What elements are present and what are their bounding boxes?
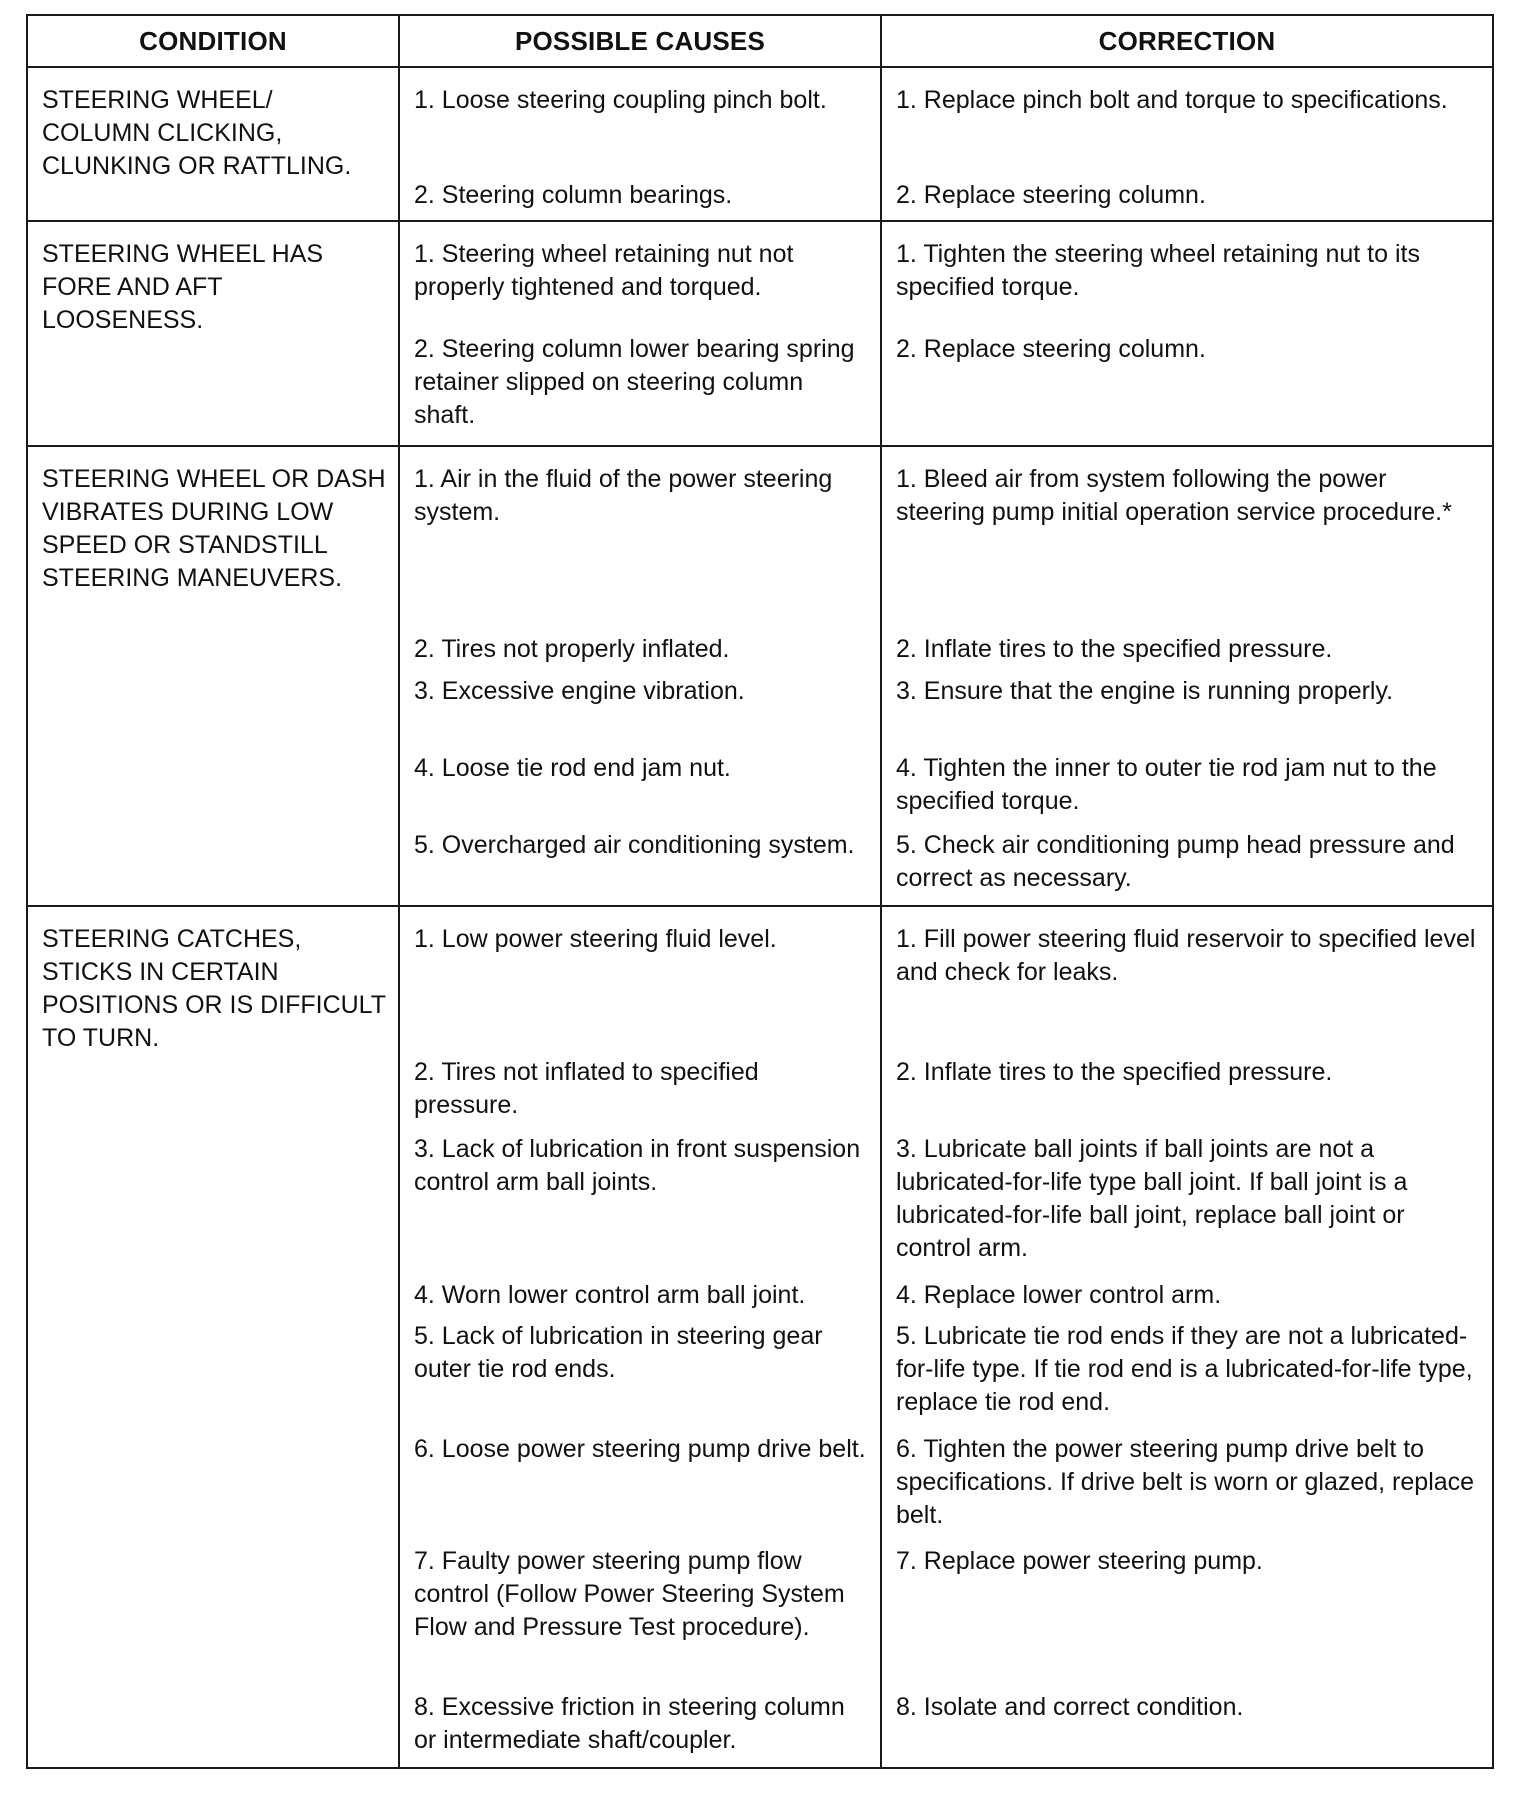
cause-cell — [399, 221, 881, 333]
cause-text: 2. Steering column lower bearing spring retainer slipped on steering column shaft. — [414, 335, 855, 430]
correction-cell — [881, 1056, 1493, 1133]
correction-cell — [881, 446, 1493, 633]
condition-cell — [27, 67, 399, 221]
correction-cell — [881, 179, 1493, 221]
cause-cell — [399, 675, 881, 752]
correction-text: 4. Replace lower control arm. — [896, 1280, 1222, 1309]
correction-text: 1. Fill power steering fluid reservoir to specified level and check for leaks. — [896, 924, 1476, 986]
cause-cell — [399, 446, 881, 633]
correction-text: 2. Inflate tires to the specified pressure. — [896, 1057, 1333, 1086]
correction-text: 4. Tighten the inner to outer tie rod jam nut to the specified torque. — [896, 753, 1437, 815]
cause-cell — [399, 1133, 881, 1279]
cause-cell — [399, 1691, 881, 1768]
header-row — [27, 15, 1493, 67]
table-row — [27, 221, 1493, 333]
cause-text: 4. Loose tie rod end jam nut. — [414, 753, 731, 782]
cause-cell — [399, 752, 881, 829]
table-row — [27, 906, 1493, 1056]
cause-cell — [399, 829, 881, 906]
cause-text: 3. Excessive engine vibration. — [414, 676, 745, 705]
cause-cell — [399, 1320, 881, 1432]
correction-text: 3. Ensure that the engine is running properly. — [896, 676, 1394, 705]
correction-text: 2. Replace steering column. — [896, 181, 1206, 210]
cause-text: 5. Lack of lubrication in steering gear outer tie rod ends. — [414, 1322, 823, 1384]
cause-cell — [399, 1279, 881, 1321]
correction-cell — [881, 906, 1493, 1056]
cause-cell — [399, 179, 881, 221]
diagnosis-table-body — [27, 67, 1493, 1768]
correction-text: 7. Replace power steering pump. — [896, 1547, 1263, 1576]
header-possible-causes: POSSIBLE CAUSES — [399, 15, 881, 67]
cause-text: 1. Loose steering coupling pinch bolt. — [414, 86, 827, 114]
correction-text: 1. Bleed air from system following the power steering pump initial operation service procedure.* — [896, 464, 1452, 526]
condition-text: STEERING WHEEL/ COLUMN CLICKING, CLUNKING OR RATTLING. — [42, 86, 352, 180]
cause-text: 1. Steering wheel retaining nut not properly tightened and torqued. — [414, 240, 794, 302]
condition-text: STEERING CATCHES, STICKS IN CERTAIN POSITIONS OR IS DIFFICULT TO TURN. — [42, 924, 386, 1052]
cause-cell — [399, 906, 881, 1056]
cause-cell — [399, 1433, 881, 1545]
correction-cell — [881, 221, 1493, 333]
correction-text: 1. Tighten the steering wheel retaining nut to its specified torque. — [896, 240, 1420, 302]
cause-cell — [399, 67, 881, 179]
cause-cell — [399, 1545, 881, 1691]
cause-text: 2. Tires not inflated to specified pressure. — [414, 1057, 759, 1119]
cause-cell — [399, 633, 881, 675]
correction-text: 1. Replace pinch bolt and torque to specifications. — [896, 86, 1448, 114]
correction-cell — [881, 67, 1493, 179]
correction-cell — [881, 675, 1493, 752]
cause-text: 5. Overcharged air conditioning system. — [414, 830, 855, 859]
condition-text: STEERING WHEEL OR DASH VIBRATES DURING LOW SPEED OR STANDSTILL STEERING MANEUVERS. — [42, 464, 386, 592]
cause-cell — [399, 333, 881, 445]
condition-cell — [27, 446, 399, 906]
correction-cell — [881, 1279, 1493, 1321]
condition-cell — [27, 906, 399, 1768]
correction-cell — [881, 1691, 1493, 1768]
correction-text: 2. Replace steering column. — [896, 335, 1206, 364]
condition-cell — [27, 221, 399, 446]
correction-cell — [881, 752, 1493, 829]
diagnosis-sheet — [26, 14, 1494, 1769]
correction-text: 2. Inflate tires to the specified pressure. — [896, 635, 1333, 664]
header-correction: CORRECTION — [881, 15, 1493, 67]
cause-text: 7. Faulty power steering pump flow control (Follow Power Steering System Flow and Pressure Test procedure). — [414, 1547, 845, 1642]
condition-text: STEERING WHEEL HAS FORE AND AFT LOOSENESS. — [42, 240, 324, 335]
cause-text: 2. Steering column bearings. — [414, 181, 733, 210]
correction-text: 5. Lubricate tie rod ends if they are not a lubricated-for-life type. If tie rod end is a lubricated-for-life type, replace tie rod end. — [896, 1322, 1473, 1417]
table-row — [27, 67, 1493, 179]
correction-cell — [881, 1545, 1493, 1691]
cause-text: 2. Tires not properly inflated. — [414, 635, 730, 664]
cause-text: 8. Excessive friction in steering column or intermediate shaft/coupler. — [414, 1692, 845, 1754]
cause-text: 1. Low power steering fluid level. — [414, 924, 777, 953]
correction-cell — [881, 633, 1493, 675]
correction-cell — [881, 1433, 1493, 1545]
cause-cell — [399, 1056, 881, 1133]
cause-text: 4. Worn lower control arm ball joint. — [414, 1280, 806, 1309]
correction-text: 3. Lubricate ball joints if ball joints are not a lubricated-for-life type ball joint. If ball joint is a lubricated-for-life ball joint, replace ball joint or control arm. — [896, 1134, 1408, 1262]
correction-cell — [881, 333, 1493, 445]
diagnosis-table — [26, 14, 1494, 1769]
correction-cell — [881, 1320, 1493, 1432]
cause-text: 1. Air in the fluid of the power steering system. — [414, 464, 833, 526]
header-condition: CONDITION — [27, 15, 399, 67]
correction-cell — [881, 829, 1493, 906]
table-row — [27, 446, 1493, 633]
correction-text: 5. Check air conditioning pump head pressure and correct as necessary. — [896, 830, 1455, 892]
correction-text: 6. Tighten the power steering pump drive belt to specifications. If drive belt is worn or glazed, replace belt. — [896, 1434, 1475, 1529]
cause-text: 3. Lack of lubrication in front suspension control arm ball joints. — [414, 1134, 861, 1196]
cause-text: 6. Loose power steering pump drive belt. — [414, 1434, 866, 1463]
correction-cell — [881, 1133, 1493, 1279]
correction-text: 8. Isolate and correct condition. — [896, 1692, 1244, 1721]
